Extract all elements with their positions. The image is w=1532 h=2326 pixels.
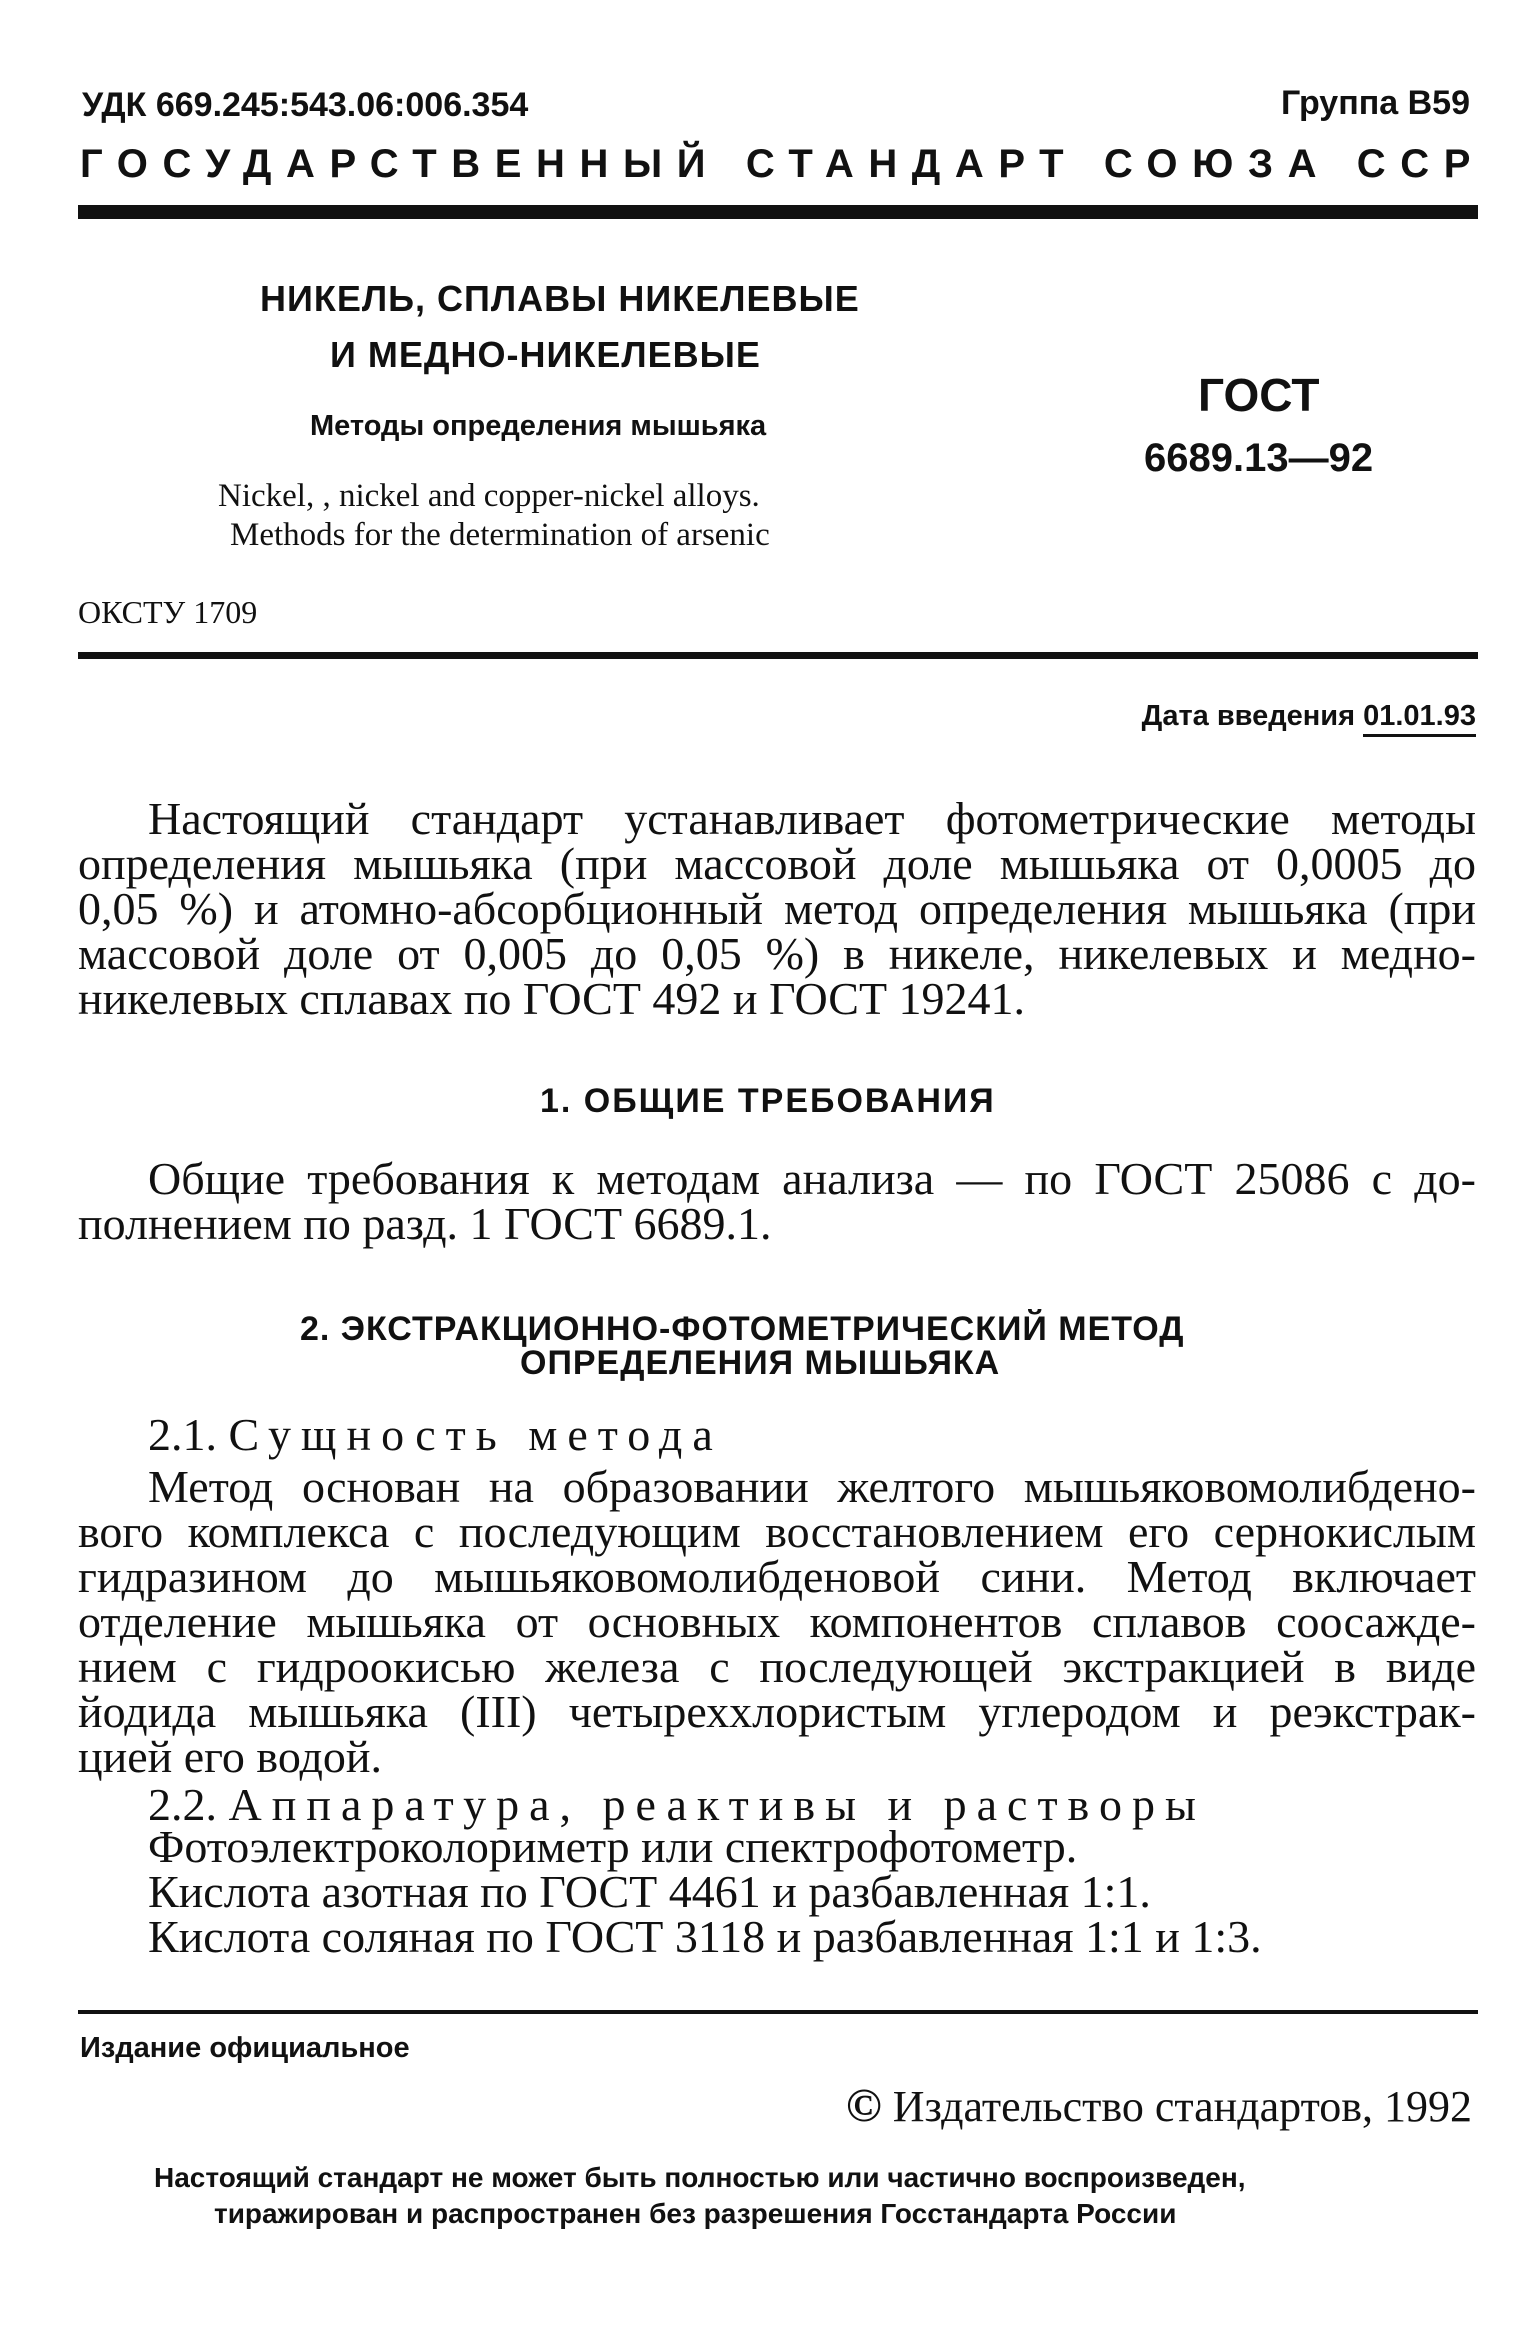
title-english-line-2: Methods for the determination of arsenic (230, 517, 770, 553)
subsection-2-1-title (148, 1408, 723, 1461)
header-thick-rule (78, 205, 1478, 219)
intro-line: определения мышьяка (при массовой доле мышьяка от 0,0005 до (78, 838, 1476, 889)
title-line-2: И МЕДНО-НИКЕЛЕВЫЕ (330, 334, 761, 375)
subsection-2-2-paragraph (148, 1821, 1476, 1962)
group-code: Группа В59 (1280, 84, 1470, 122)
section-1-paragraph (78, 1153, 1476, 1249)
intro-line: никелевых сплавах по ГОСТ 492 и ГОСТ 19241. (78, 973, 1026, 1024)
subsection-2-2-line: Фотоэлектроколориметр или спектрофотометр. (148, 1821, 1078, 1872)
state-standard-heading: ГОСУДАРСТВЕННЫЙ СТАНДАРТ СОЮЗА ССР (80, 142, 1486, 186)
reproduction-notice-line-2: тиражирован и распространен без разрешения Госстандарта России (214, 2198, 1177, 2229)
subsection-2-1-line: йодида мышьяка (III) четыреххлористым углеродом и реэкстрак- (78, 1686, 1476, 1737)
publisher-name: Издательство стандартов, 1992 (892, 2082, 1472, 2131)
section-1-heading: 1. ОБЩИЕ ТРЕБОВАНИЯ (540, 1082, 996, 1120)
publisher-line (846, 2078, 1472, 2133)
subsection-2-2-line: Кислота соляная по ГОСТ 3118 и разбавленная 1:1 и 1:3. (148, 1911, 1262, 1962)
subsection-2-2-line: Кислота азотная по ГОСТ 4461 и разбавленная 1:1. (148, 1866, 1151, 1917)
date-label: Дата введения (1141, 700, 1356, 732)
copyright-icon: © (845, 2079, 882, 2132)
subsection-2-2-label: Аппаратура, реактивы и растворы (228, 1779, 1206, 1830)
section-1-line: полнением по разд. 1 ГОСТ 6689.1. (78, 1198, 772, 1249)
date-introduced (1142, 700, 1476, 733)
official-edition-label: Издание официальное (80, 2032, 410, 2064)
subsection-2-1-line: отделение мышьяка от основных компонентов сплавов соосажде- (78, 1596, 1476, 1647)
reproduction-notice-line-1: Настоящий стандарт не может быть полностью или частично воспроизведен, (154, 2162, 1246, 2193)
date-value: 01.01.93 (1363, 700, 1476, 737)
intro-line: массовой доле от 0,005 до 0,05 %) в никеле, никелевых и медно- (78, 928, 1476, 979)
subsection-2-1-label: Сущность метода (228, 1409, 723, 1460)
title-line-1: НИКЕЛЬ, СПЛАВЫ НИКЕЛЕВЫЕ (260, 278, 860, 319)
section-2-heading-line-1: 2. ЭКСТРАКЦИОННО-ФОТОМЕТРИЧЕСКИЙ МЕТОД (300, 1310, 1185, 1348)
subsection-2-1-number: 2.1. (148, 1409, 217, 1460)
subsection-2-1-paragraph (78, 1461, 1476, 1782)
intro-line: 0,05 %) и атомно-абсорбционный метод определения мышьяка (при (78, 883, 1476, 934)
gost-number: 6689.13—92 (1144, 436, 1374, 480)
intro-line: Настоящий стандарт устанавливает фотометрические методы (148, 793, 1476, 844)
subsection-2-2-number: 2.2. (148, 1779, 217, 1830)
title-bottom-rule (78, 652, 1478, 659)
subsection-2-1-line: гидразином до мышьяковомолибденовой сини. Метод включает (78, 1551, 1476, 1602)
subsection-2-1-line: нием с гидроокисью железа с последующей экстракцией в виде (78, 1641, 1476, 1692)
subsection-2-1-line: цией его водой. (78, 1731, 383, 1782)
section-2-heading-line-2: ОПРЕДЕЛЕНИЯ МЫШЬЯКА (520, 1344, 1001, 1382)
footer-rule (78, 2010, 1478, 2014)
title-subtitle: Методы определения мышьяка (310, 410, 767, 442)
subsection-2-1-line: Метод основан на образовании желтого мышьяковомолибдено- (148, 1461, 1476, 1512)
section-1-line: Общие требования к методам анализа — по ГОСТ 25086 с до- (148, 1153, 1476, 1204)
title-english-line-1: Nickel, , nickel and copper-nickel alloys. (218, 478, 760, 514)
gost-label: ГОСТ (1198, 369, 1320, 421)
intro-paragraph (78, 793, 1476, 1024)
okstu-code: ОКСТУ 1709 (78, 594, 258, 630)
subsection-2-1-line: вого комплекса с последующим восстановлением его сернокислым (78, 1506, 1476, 1557)
udk-code: УДК 669.245:543.06:006.354 (82, 86, 529, 124)
